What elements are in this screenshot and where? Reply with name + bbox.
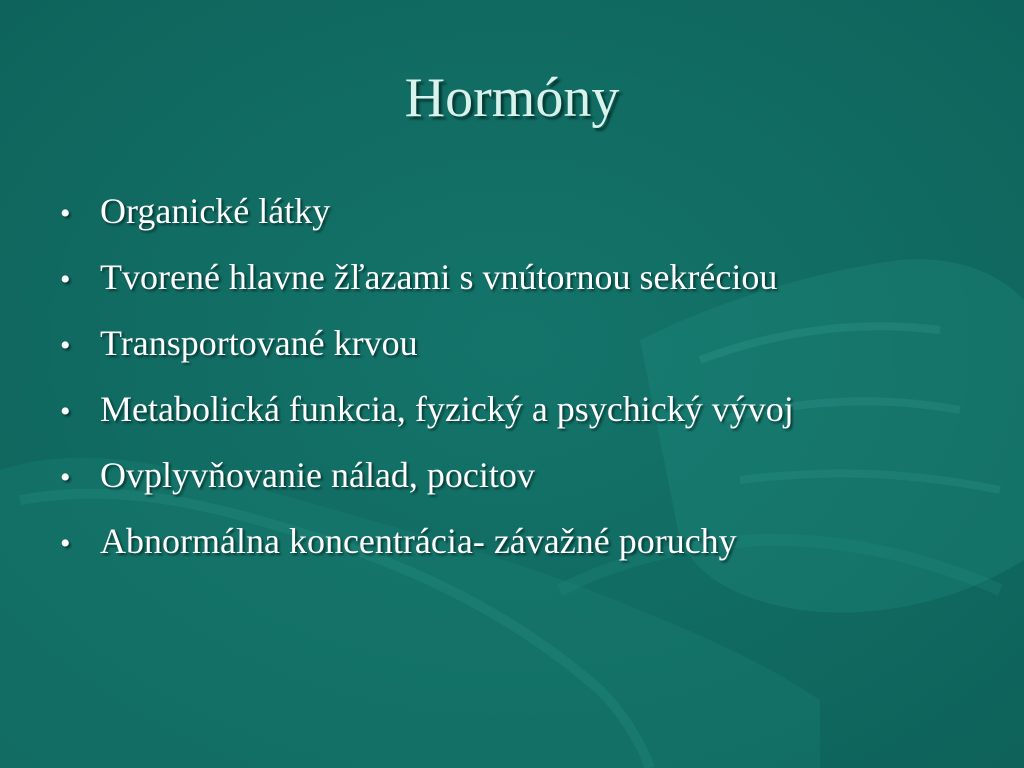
bullet-marker: •	[60, 329, 71, 362]
bullet-item	[60, 322, 1000, 388]
bullet-marker: •	[60, 461, 71, 494]
slide-title: Hormóny	[404, 67, 620, 129]
bullet-text: Metabolická funkcia, fyzický a psychický vývoj	[100, 389, 794, 429]
bullet-marker: •	[60, 263, 71, 296]
bullet-list	[60, 190, 1000, 586]
bullet-marker: •	[60, 395, 71, 428]
bullet-text: Transportované krvou	[100, 323, 418, 363]
bullet-item	[60, 256, 1000, 322]
bullet-marker: •	[60, 527, 71, 560]
bullet-text: Ovplyvňovanie nálad, pocitov	[100, 455, 535, 495]
bullet-marker: •	[60, 197, 71, 230]
bullet-text: Organické látky	[100, 191, 331, 231]
bullet-item	[60, 454, 1000, 520]
bullet-item	[60, 520, 1000, 586]
bullet-item	[60, 388, 1000, 454]
bullet-item	[60, 190, 1000, 256]
bullet-text: Tvorené hlavne žľazami s vnútornou sekréciou	[100, 257, 778, 297]
bullet-text: Abnormálna koncentrácia- závažné poruchy	[100, 521, 737, 561]
